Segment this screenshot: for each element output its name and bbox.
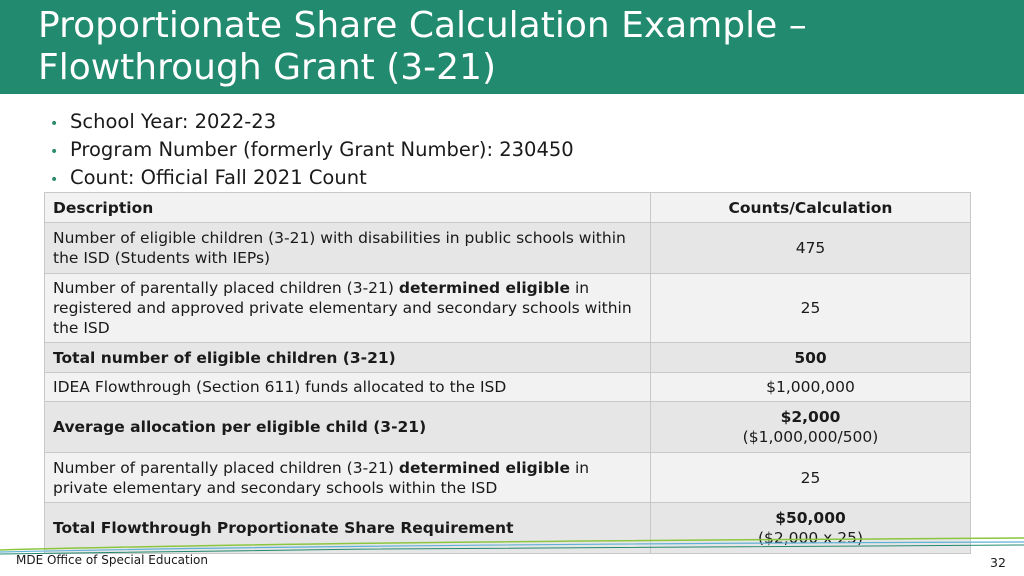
row-description: Average allocation per eligible child (3-21) <box>45 402 651 453</box>
row-description-text: Number of eligible children (3-21) with disabilities in public schools within the ISD (Students with IEPs) <box>53 229 626 267</box>
row-description <box>45 373 651 402</box>
row-description-text: in private elementary and secondary schools within the ISD <box>53 458 590 497</box>
row-description-text: in registered and approved private elementary and secondary schools within the ISD <box>53 279 632 337</box>
table-header-row <box>45 193 971 223</box>
row-value-formula: ($1,000,000/500) <box>742 428 879 446</box>
row-value: 25 <box>651 274 971 343</box>
row-value-amount: $50,000 <box>775 509 846 527</box>
bullet-item-program-number <box>50 137 574 165</box>
row-value: $1,000,000 <box>651 373 971 402</box>
header-counts-calculation: Counts/Calculation <box>651 193 971 223</box>
bullet-dot: • <box>50 172 59 188</box>
row-value-amount: $2,000 <box>780 408 841 426</box>
row-description-emphasis: determined eligible <box>398 279 571 297</box>
bullet-dot: • <box>50 116 59 132</box>
row-description <box>45 223 651 274</box>
bullet-text: Count: Official Fall 2021 Count <box>70 166 367 189</box>
row-description-text: IDEA Flowthrough (Section 611) funds allocated to the ISD <box>53 378 507 396</box>
bullet-text: Program Number (formerly Grant Number): 230450 <box>70 138 574 161</box>
table-row-private-registered-children <box>45 274 971 343</box>
bullet-text: School Year: 2022-23 <box>70 110 277 133</box>
bullet-list <box>50 109 574 193</box>
header-description: Description <box>45 193 651 223</box>
table-row-average-allocation <box>45 402 971 453</box>
row-description-emphasis: determined eligible <box>398 458 571 477</box>
row-value: 475 <box>651 223 971 274</box>
bullet-item-school-year <box>50 109 574 137</box>
bullet-item-count <box>50 165 574 193</box>
page-number: 32 <box>990 555 1006 570</box>
row-description: Total Flowthrough Proportionate Share Requirement <box>45 503 651 554</box>
row-value: 500 <box>651 343 971 373</box>
table-row-total-eligible <box>45 343 971 373</box>
table-row-public-school-children <box>45 223 971 274</box>
row-description <box>45 453 651 503</box>
proportionate-share-table <box>44 192 971 554</box>
row-description-text: Number of parentally placed children (3-21) <box>53 458 399 477</box>
row-value <box>651 402 971 453</box>
row-value: 25 <box>651 453 971 503</box>
row-value-formula: ($2,000 x 25) <box>757 529 864 547</box>
footer-organization: MDE Office of Special Education <box>16 553 209 567</box>
slide-title: Proportionate Share Calculation Example – Flowthrough Grant (3-21) <box>38 5 807 88</box>
row-description <box>45 274 651 343</box>
bullet-dot: • <box>50 144 59 160</box>
row-description-text: Number of parentally placed children (3-21) <box>53 279 399 297</box>
row-description: Total number of eligible children (3-21) <box>45 343 651 373</box>
table-row-idea-funds <box>45 373 971 402</box>
table-row-private-children <box>45 453 971 503</box>
